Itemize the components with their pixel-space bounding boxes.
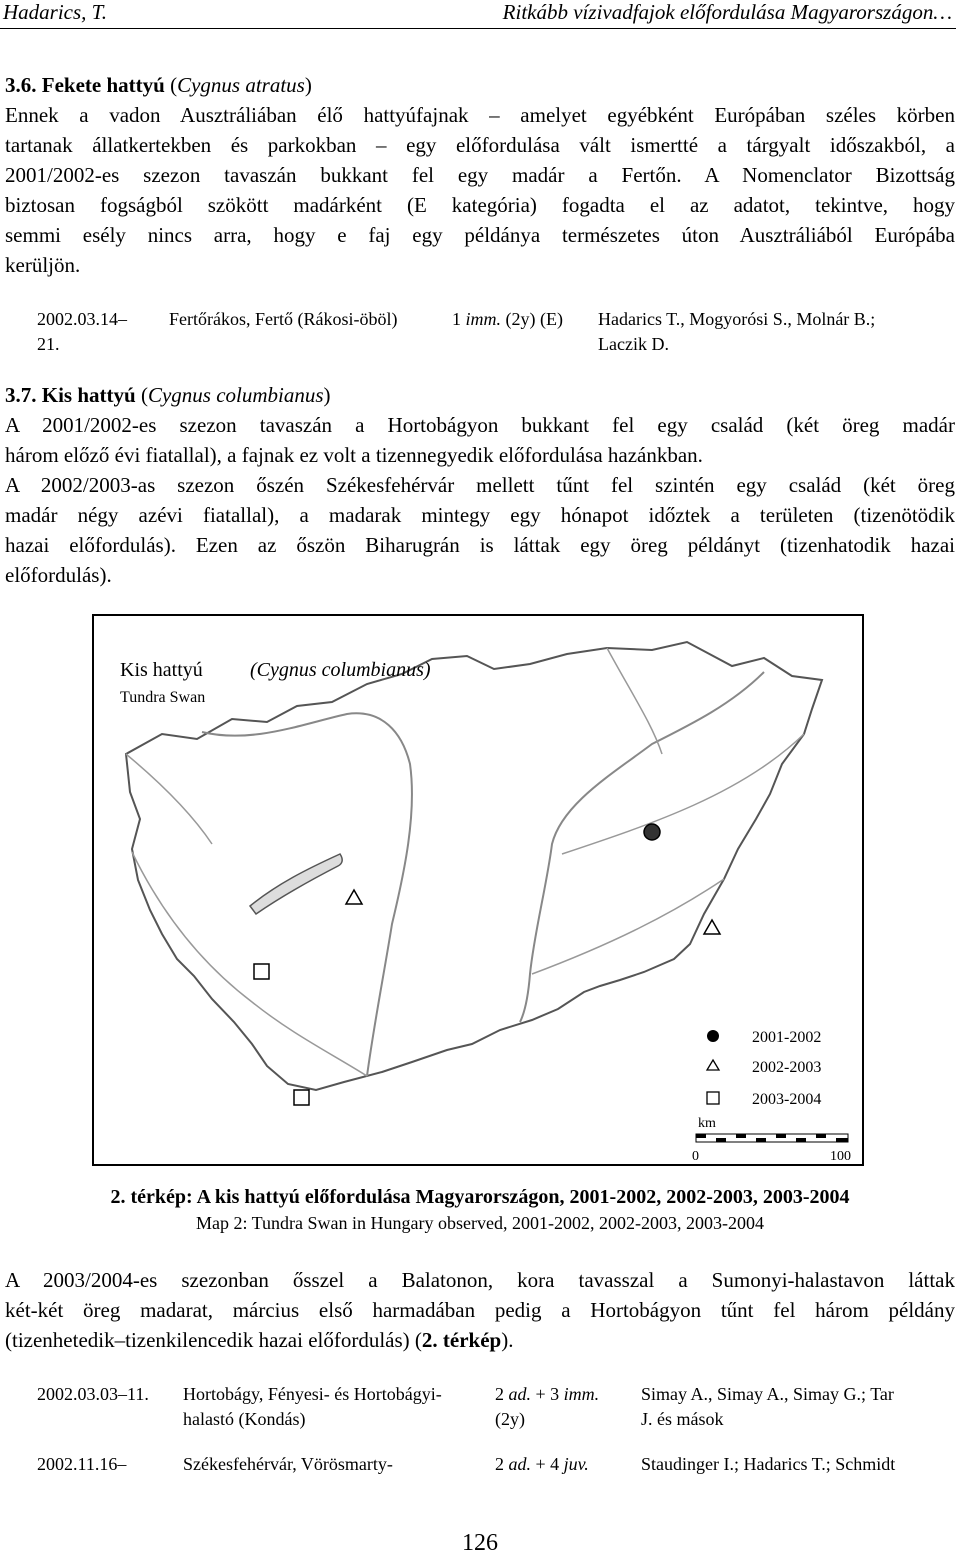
- page-number: 126: [462, 1530, 498, 1556]
- record-date: 2002.11.16–: [37, 1454, 127, 1474]
- map-figure: [92, 614, 864, 1166]
- map-title-en: Tundra Swan: [120, 689, 206, 706]
- scale-start: 0: [692, 1149, 699, 1164]
- record-place: Hortobágy, Fényesi- és Hortobágyi-: [183, 1384, 442, 1404]
- obs-square-balaton: [254, 964, 269, 979]
- paragraph-line: A 2001/2002-es szezon tavaszán a Hortobágyon bukkant fel egy család (két öreg madár: [5, 413, 955, 437]
- map-reference: 2. térkép: [421, 1328, 502, 1352]
- paragraph-line: A 2002/2003-as szezon őszén Székesfehérvár mellett tűnt fel szintén egy család (két öreg: [5, 473, 955, 497]
- obs-circle-hortobagy: [644, 824, 660, 840]
- paragraph-line: Ennek a vadon Ausztráliában élő hattyúfajnak – amelyet egyébként Európában széles körben: [5, 103, 955, 127]
- legend-label: 2001-2002: [752, 1029, 822, 1046]
- record-date: 2002.03.03–11.: [37, 1384, 149, 1404]
- section-number: 3.6.: [5, 73, 37, 97]
- record-observers: Hadarics T., Mogyorósi S., Molnár B.;: [598, 309, 876, 329]
- record-count: 2 ad. + 4 juv.: [495, 1454, 589, 1474]
- section-3-7: [5, 380, 955, 590]
- paragraph-line: madár négy azévi fiatallal), a madarak mintegy egy hónapot időztek a területen (tizenötödik: [5, 503, 955, 527]
- map-caption-hu: 2. térkép: A kis hattyú előfordulása Magyarországon, 2001-2002, 2002-2003, 2003-2004: [110, 1186, 850, 1208]
- paragraph-line: kerüljön.: [5, 253, 81, 277]
- record-place-cont: halastó (Kondás): [183, 1409, 306, 1429]
- record-date: 2002.03.14–: [37, 309, 127, 329]
- section-3-6: [5, 70, 955, 280]
- section-number: 3.7.: [5, 383, 37, 407]
- paragraph-line: (tizenhetedik–tizenkilencedik hazai előfordulás) (2. térkép).: [5, 1328, 514, 1352]
- paragraph-line: tartanak állatkertekben és parkokban – egy előfordulása vált ismertté a tárgyalt időszakból, a: [5, 133, 955, 157]
- scale-unit: km: [698, 1116, 716, 1131]
- paragraph-line: semmi esély nincs arra, hogy e faj egy példánya természetes úton Ausztráliából Európába: [5, 223, 955, 247]
- record-observers-cont: Laczik D.: [598, 334, 669, 354]
- species-latin: Cygnus atratus: [177, 73, 305, 97]
- record-place: Székesfehérvár, Vörösmarty-: [183, 1454, 393, 1474]
- obs-square-sumony: [294, 1090, 309, 1105]
- header-author: Hadarics, T.: [3, 0, 108, 24]
- record-count: 2 ad. + 3 imm.: [495, 1384, 600, 1404]
- record-observers-cont: J. és mások: [641, 1409, 724, 1429]
- record-date-cont: 21.: [37, 334, 60, 354]
- legend-circle-icon: [707, 1030, 719, 1042]
- paragraph-line: 2001/2002-es szezon tavaszán bukkant fel egy madár a Fertőn. A Nomenclator Bizottság: [5, 163, 955, 187]
- running-header: [0, 0, 956, 29]
- paragraph-line: két-két öreg madarat, március első harmadában pedig a Hortobágyon tűnt fel három példány: [5, 1298, 955, 1322]
- species-name: Fekete hattyú: [41, 73, 165, 97]
- species-latin: Cygnus columbianus: [147, 383, 324, 407]
- species-name: Kis hattyú: [41, 383, 136, 407]
- paragraph-2003-2004: [5, 1265, 955, 1355]
- scale-end: 100: [830, 1149, 851, 1164]
- paragraph-line: előfordulás).: [5, 563, 112, 587]
- paragraph-line: A 2003/2004-es szezonban ősszel a Balatonon, kora tavasszal a Sumonyi-halastavon láttak: [5, 1268, 955, 1292]
- section-heading: 3.7. Kis hattyú (Cygnus columbianus): [5, 383, 331, 407]
- paragraph-line: három előző évi fiatallal), a fajnak ez volt a tizennegyedik előfordulása hazánkban.: [5, 443, 703, 467]
- legend-label: 2002-2003: [752, 1059, 822, 1076]
- paragraph-line: hazai előfordulás). Ezen az őszön Biharugrán is láttak egy öreg példányt (tizenhatodik hazai: [5, 533, 955, 557]
- map-title-hu: Kis hattyú: [120, 659, 203, 681]
- section-heading: 3.6. Fekete hattyú (Cygnus atratus): [5, 73, 312, 97]
- paragraph-line: biztosan fogságból szökött madárként (E kategória) fogadta el az adatot, tekintve, hogy: [5, 193, 955, 217]
- map-caption-en: Map 2: Tundra Swan in Hungary observed, 2001-2002, 2002-2003, 2003-2004: [196, 1213, 764, 1233]
- header-title: Ritkább vízivadfajok előfordulása Magyarországon…: [502, 0, 952, 24]
- legend-square-icon: [707, 1092, 719, 1104]
- record-observers: Staudinger I.; Hadarics T.; Schmidt: [641, 1454, 896, 1474]
- scale-bar: [696, 1134, 848, 1142]
- record-observers: Simay A., Simay A., Simay G.; Tar: [641, 1384, 894, 1404]
- record-count: 1 imm. (2y) (E): [452, 309, 563, 329]
- record-place: Fertőrákos, Fertő (Rákosi-öböl): [169, 309, 398, 329]
- record-age: (2y): [495, 1409, 525, 1429]
- legend-label: 2003-2004: [752, 1091, 822, 1108]
- map-title-latin: (Cygnus columbianus): [250, 659, 431, 681]
